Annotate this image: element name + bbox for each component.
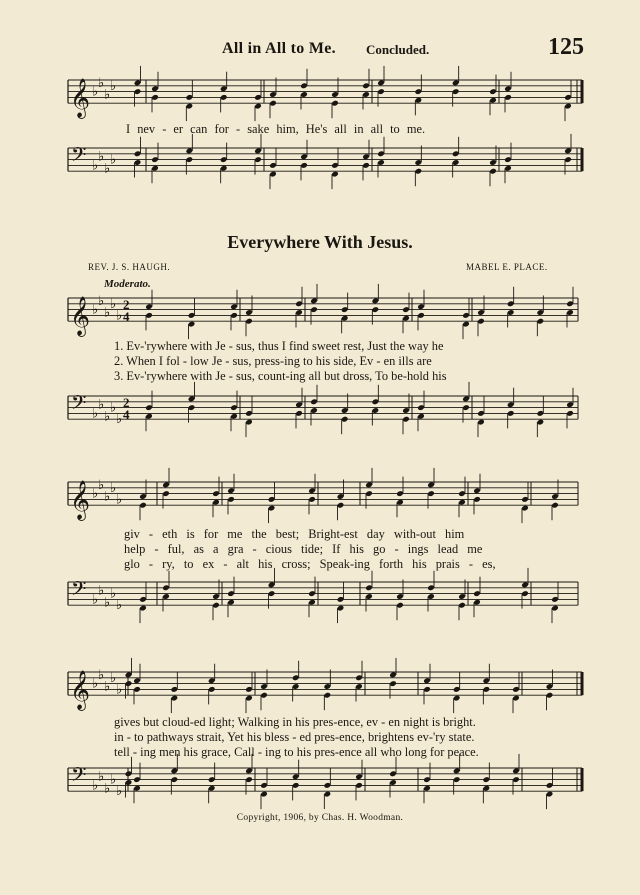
flat-icon: ♭ [116, 308, 123, 324]
flat-icon: ♭ [110, 480, 117, 496]
hymn-title: Everywhere With Jesus. [227, 232, 413, 252]
flat-icon: ♭ [98, 397, 105, 413]
bass-clef-icon: 𝄢 [71, 763, 87, 791]
lyricist-credit: REV. J. S. HAUGH. [88, 262, 171, 272]
treble-clef-icon: 𝄞 [70, 78, 91, 119]
flat-icon: ♭ [104, 305, 111, 321]
time-signature-bottom: 4 [123, 309, 130, 324]
flat-icon: ♭ [104, 87, 111, 103]
bass-clef-icon: 𝄢 [71, 391, 87, 419]
treble-clef-icon: 𝄞 [70, 296, 91, 337]
lyric-line-verse1-sys2: giv - eth is for me the best; Bright-est day with-out him [124, 527, 465, 541]
flat-icon: ♭ [98, 477, 105, 493]
lyric-line-verse1-sys1: 1. Ev-'rywhere with Je - sus, thus I find sweet rest, Just the way he [114, 339, 444, 353]
flat-icon: ♭ [104, 489, 111, 505]
tempo-marking: Moderato. [104, 278, 151, 290]
flat-icon: ♭ [98, 583, 105, 599]
flat-icon: ♭ [116, 784, 123, 800]
prev-song-lyric-line: I nev - er can for - sake him, He's all in all to me. [126, 122, 426, 136]
time-signature-top: 2 [123, 297, 130, 312]
flat-icon: ♭ [98, 293, 105, 309]
flat-icon: ♭ [104, 679, 111, 695]
treble-clef-icon: 𝄞 [70, 670, 91, 711]
flat-icon: ♭ [116, 598, 123, 614]
flat-icon: ♭ [110, 400, 117, 416]
bass-clef-icon: 𝄢 [71, 143, 87, 171]
flat-icon: ♭ [92, 592, 99, 608]
time-signature-bottom: 4 [123, 407, 130, 422]
flat-icon: ♭ [104, 781, 111, 797]
time-signature-top: 2 [123, 395, 130, 410]
flat-icon: ♭ [92, 778, 99, 794]
flat-icon: ♭ [110, 670, 117, 686]
flat-icon: ♭ [110, 78, 117, 94]
flat-icon: ♭ [116, 412, 123, 428]
page-number: 125 [548, 34, 584, 60]
flat-icon: ♭ [116, 492, 123, 508]
lyric-line-verse2-sys3: in - to pathways strait, Yet his bless - ed pres-ence, brightens ev-'ry state. [114, 730, 475, 744]
flat-icon: ♭ [116, 682, 123, 698]
flat-icon: ♭ [110, 152, 117, 168]
bass-clef-icon: 𝄢 [71, 577, 87, 605]
flat-icon: ♭ [92, 158, 99, 174]
flat-icon: ♭ [98, 149, 105, 165]
composer-credit: MABEL E. PLACE. [466, 262, 548, 272]
lyric-line-verse2-sys1: 2. When I fol - low Je - sus, press-ing to his side, Ev - en ills are [114, 354, 432, 368]
flat-icon: ♭ [92, 84, 99, 100]
flat-icon: ♭ [92, 486, 99, 502]
lyric-line-verse2-sys2: help - ful, as a gra - cious tide; If his go - ings lead me [124, 542, 483, 556]
copyright-line: Copyright, 1906, by Chas. H. Woodman. [236, 813, 404, 823]
flat-icon: ♭ [92, 676, 99, 692]
treble-clef-icon: 𝄞 [70, 480, 91, 521]
running-title: All in All to Me. [222, 40, 336, 57]
flat-icon: ♭ [98, 769, 105, 785]
flat-icon: ♭ [104, 409, 111, 425]
concluded-label: Concluded. [366, 42, 430, 57]
lyric-line-verse3-sys1: 3. Ev-'rywhere with Je - sus, count-ing all but dross, To be-hold his [114, 369, 447, 383]
lyric-line-verse3-sys3: tell - ing men his grace, Call - ing to his pres-ence all who long for peace. [114, 745, 479, 759]
flat-icon: ♭ [104, 595, 111, 611]
flat-icon: ♭ [110, 586, 117, 602]
flat-icon: ♭ [110, 772, 117, 788]
flat-icon: ♭ [104, 161, 111, 177]
flat-icon: ♭ [98, 75, 105, 91]
flat-icon: ♭ [110, 296, 117, 312]
flat-icon: ♭ [92, 406, 99, 422]
flat-icon: ♭ [92, 302, 99, 318]
lyric-line-verse1-sys3: gives but cloud-ed light; Walking in his pres-ence, ev - en night is bright. [114, 715, 476, 729]
lyric-line-verse3-sys2: glo - ry, to ex - alt his cross; Speak-ing forth his prais - es, [124, 557, 496, 571]
flat-icon: ♭ [98, 667, 105, 683]
